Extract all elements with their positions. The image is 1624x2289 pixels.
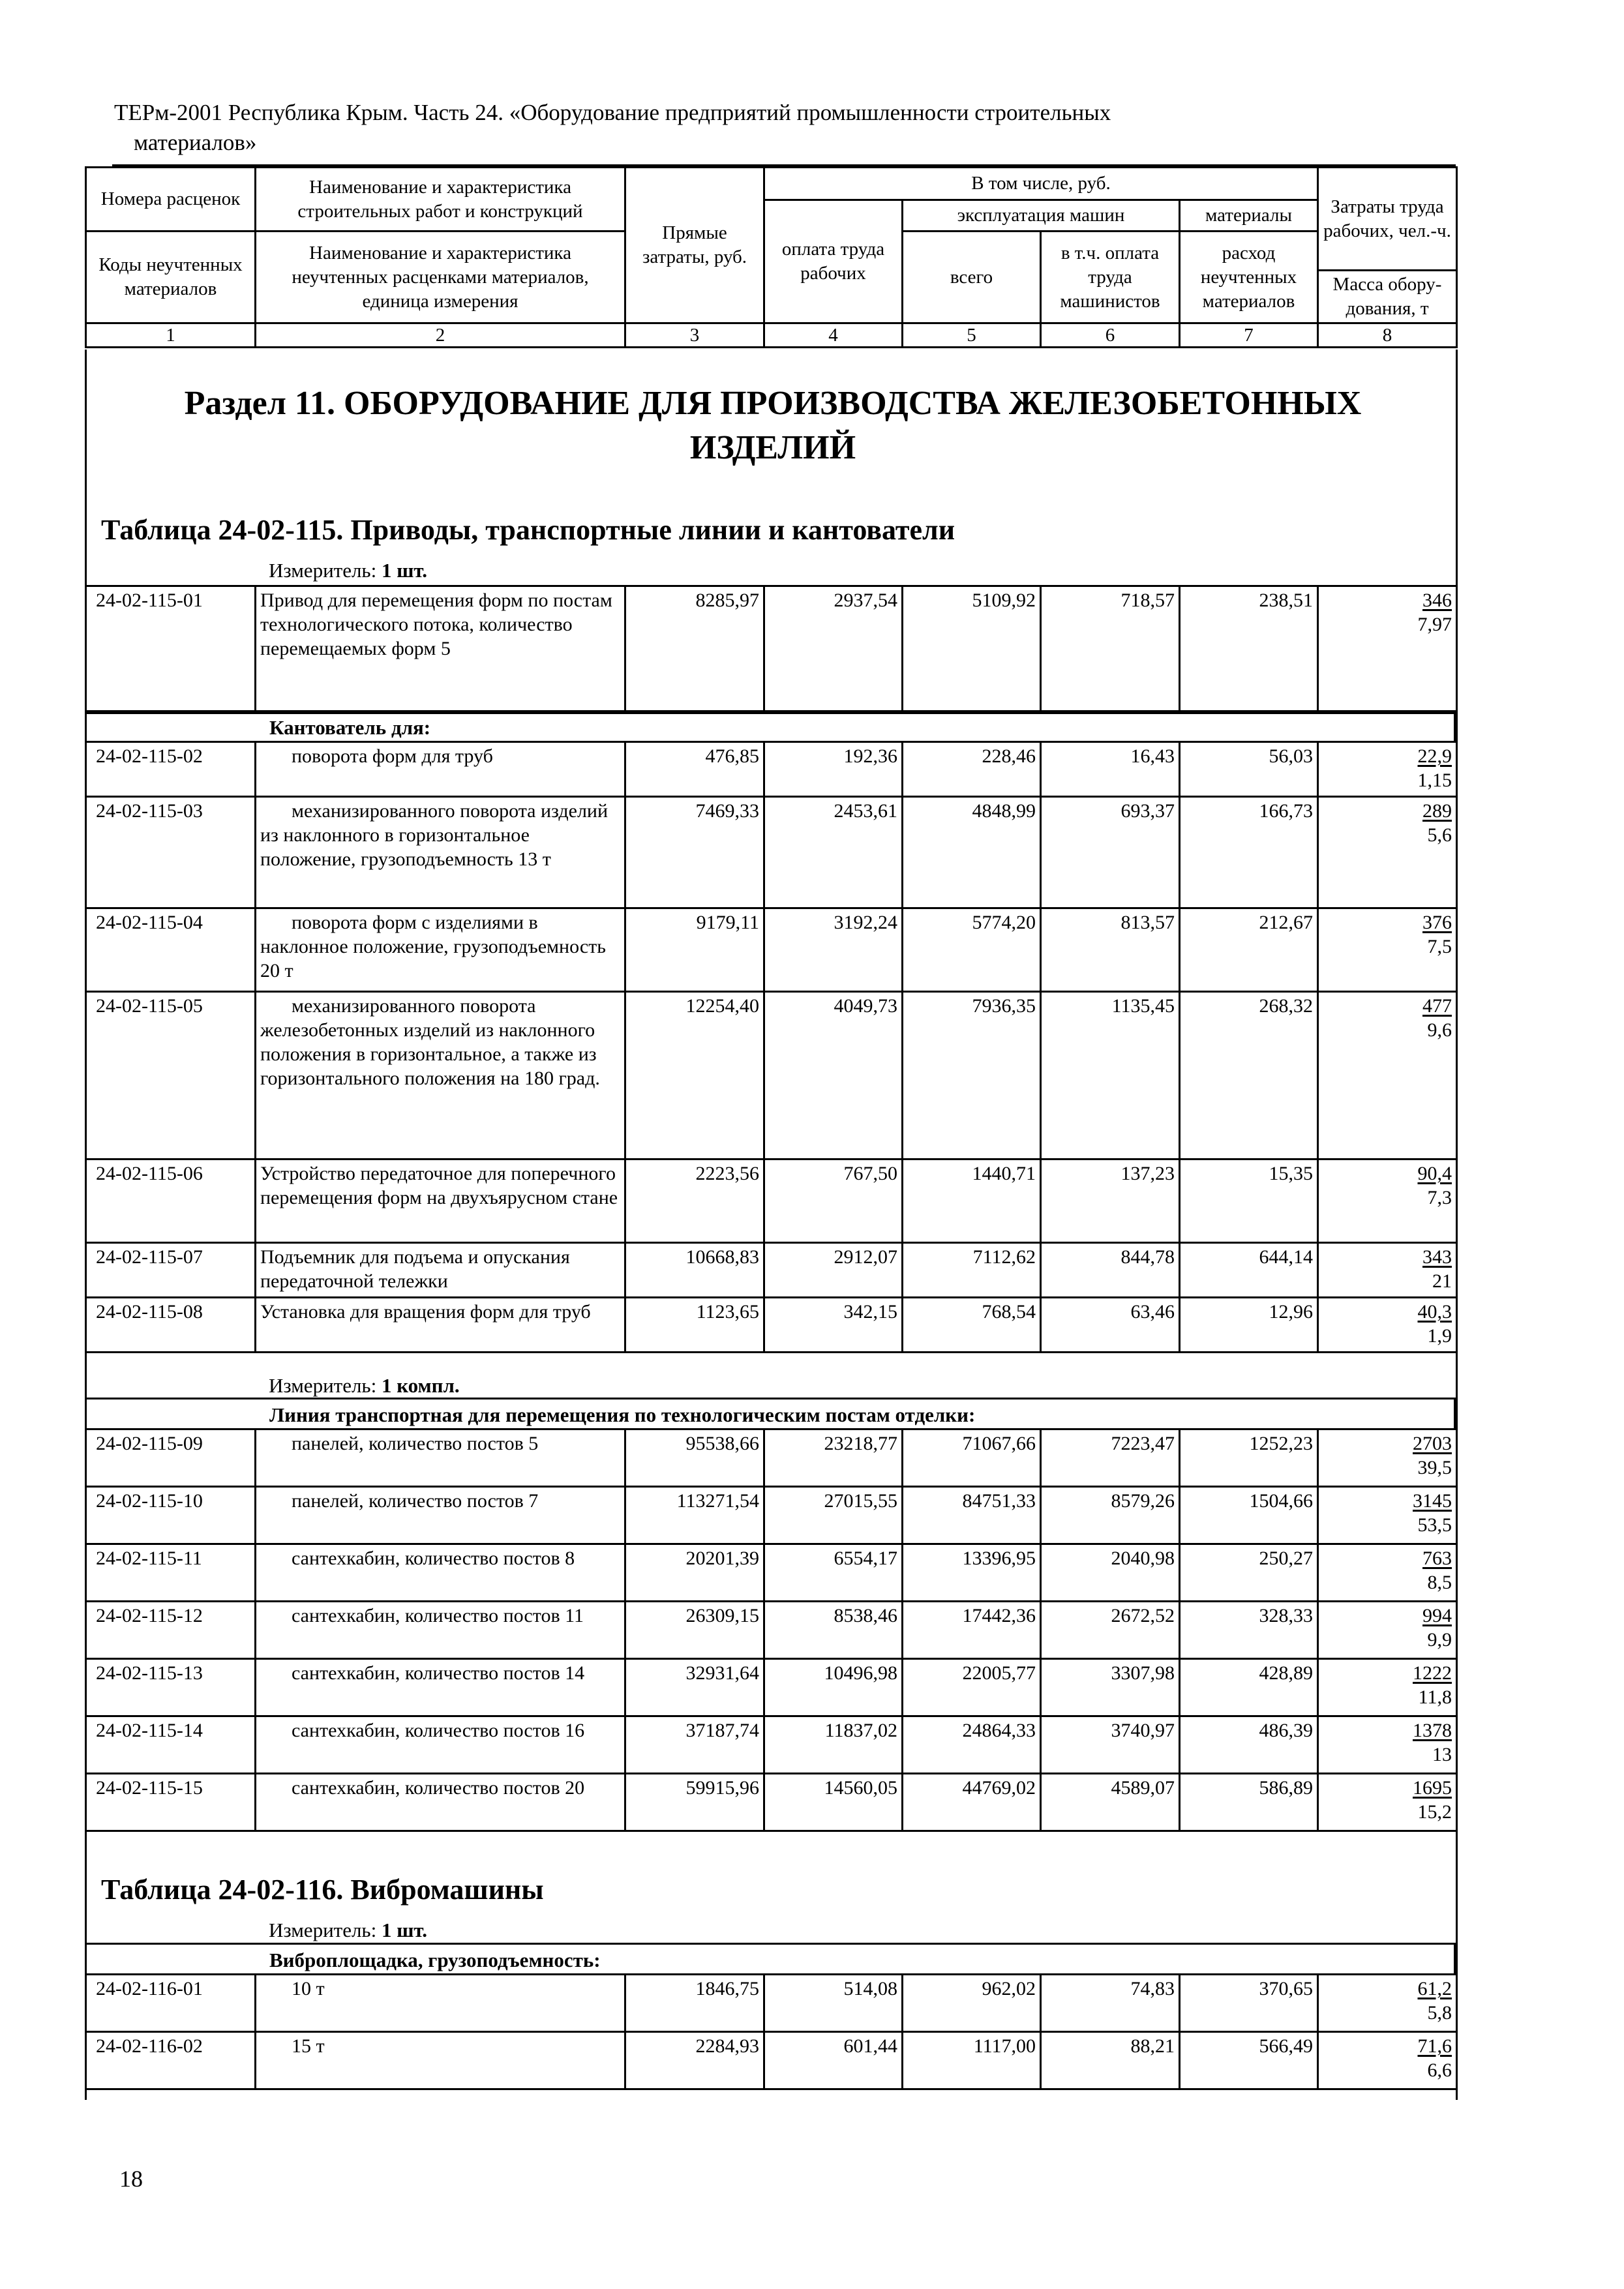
header-group-machines: эксплуатация машин	[903, 200, 1180, 232]
materials-costs: 586,89	[1180, 1774, 1318, 1831]
direct-costs: 476,85	[625, 742, 764, 797]
machinists-wages: 2672,52	[1041, 1602, 1180, 1659]
materials-costs: 486,39	[1180, 1716, 1318, 1774]
table-row	[86, 1659, 1457, 1716]
group-label: Кантователь для:	[269, 716, 431, 739]
labor-hours-mass	[1318, 1243, 1457, 1298]
direct-costs: 113271,54	[625, 1487, 764, 1544]
header-col6: в т.ч. оплата труда машинистов	[1041, 232, 1180, 323]
header-number-2: 2	[256, 323, 625, 348]
labor-hours: 22,9	[1417, 745, 1452, 767]
table-row	[86, 1429, 1457, 1487]
labor-hours-mass	[1318, 1159, 1457, 1243]
table-row	[86, 1159, 1457, 1243]
table-row	[86, 742, 1457, 797]
header-col8-top: Затраты труда рабочих, чел.-ч.	[1318, 168, 1457, 271]
header-number-3: 3	[625, 323, 764, 348]
machines-total: 84751,33	[903, 1487, 1041, 1544]
direct-costs: 12254,40	[625, 992, 764, 1159]
materials-costs: 56,03	[1180, 742, 1318, 797]
rate-code: 24-02-115-11	[86, 1544, 256, 1602]
machines-total: 962,02	[903, 1975, 1041, 2032]
labor-hours: 40,3	[1417, 1301, 1452, 1323]
labor-hours: 61,2	[1417, 1978, 1452, 1999]
direct-costs: 2223,56	[625, 1159, 764, 1243]
rate-name: сантехкабин, количество постов 20	[256, 1774, 625, 1831]
header-col5: всего	[903, 232, 1041, 323]
labor-wages: 3192,24	[764, 908, 903, 992]
direct-costs: 95538,66	[625, 1429, 764, 1487]
labor-hours: 1695	[1413, 1777, 1452, 1799]
header-col1-bottom: Коды неучтенных материалов	[86, 232, 256, 323]
labor-wages: 10496,98	[764, 1659, 903, 1716]
rate-code: 24-02-115-15	[86, 1774, 256, 1831]
labor-hours-mass	[1318, 1487, 1457, 1544]
machinists-wages: 8579,26	[1041, 1487, 1180, 1544]
equipment-mass: 9,9	[1427, 1629, 1452, 1651]
machines-total: 7936,35	[903, 992, 1041, 1159]
machines-total: 44769,02	[903, 1774, 1041, 1831]
rate-name: Устройство передаточное для поперечного перемещения форм на двухъярусном стане	[256, 1159, 625, 1243]
direct-costs: 59915,96	[625, 1774, 764, 1831]
section-title: Раздел 11. ОБОРУДОВАНИЕ ДЛЯ ПРОИЗВОДСТВА ЖЕЛЕЗОБЕТОННЫХ ИЗДЕЛИЙ	[184, 385, 1362, 466]
labor-hours: 90,4	[1417, 1163, 1452, 1184]
labor-hours-mass	[1318, 908, 1457, 992]
labor-hours: 71,6	[1417, 2035, 1452, 2057]
measure-label: Измеритель:	[269, 1919, 377, 1941]
machines-total: 768,54	[903, 1298, 1041, 1353]
measure-value: 1 шт.	[381, 559, 428, 582]
labor-hours-mass	[1318, 1298, 1457, 1353]
rate-name: Установка для вращения форм для труб	[256, 1298, 625, 1353]
equipment-mass: 7,5	[1427, 936, 1452, 957]
table-row	[86, 1975, 1457, 2032]
page-number: 18	[119, 2166, 143, 2192]
materials-costs: 370,65	[1180, 1975, 1318, 2032]
machinists-wages: 2040,98	[1041, 1544, 1180, 1602]
rates-table-116	[85, 1973, 1458, 2090]
rate-name: 15 т	[256, 2032, 625, 2089]
labor-hours: 994	[1422, 1605, 1452, 1626]
header-group-including: В том числе, руб.	[764, 168, 1318, 200]
materials-costs: 328,33	[1180, 1602, 1318, 1659]
materials-costs: 428,89	[1180, 1659, 1318, 1716]
rates-table-115-part2	[85, 741, 1458, 1353]
direct-costs: 7469,33	[625, 797, 764, 908]
measure-115	[269, 558, 427, 584]
rate-code: 24-02-115-04	[86, 908, 256, 992]
materials-costs: 1504,66	[1180, 1487, 1318, 1544]
labor-hours: 376	[1422, 912, 1452, 933]
rate-code: 24-02-115-03	[86, 797, 256, 908]
header-col2-bottom: Наименование и характеристика неучтенных расценками материалов, единица измерения	[256, 232, 625, 323]
direct-costs: 37187,74	[625, 1716, 764, 1774]
labor-hours: 289	[1422, 800, 1452, 822]
equipment-mass: 7,97	[1417, 614, 1452, 635]
machinists-wages: 718,57	[1041, 586, 1180, 713]
equipment-mass: 21	[1432, 1270, 1452, 1292]
labor-hours: 2703	[1413, 1433, 1452, 1454]
table-row	[86, 1243, 1457, 1298]
rate-code: 24-02-115-10	[86, 1487, 256, 1544]
equipment-mass: 1,15	[1417, 770, 1452, 791]
labor-wages: 2937,54	[764, 586, 903, 713]
labor-hours-mass	[1318, 1429, 1457, 1487]
rate-code: 24-02-115-07	[86, 1243, 256, 1298]
equipment-mass: 6,6	[1427, 2059, 1452, 2081]
rate-code: 24-02-115-02	[86, 742, 256, 797]
header-col3: Прямые затраты, руб.	[625, 168, 764, 323]
rate-code: 24-02-115-13	[86, 1659, 256, 1716]
equipment-mass: 5,6	[1427, 824, 1452, 846]
labor-wages: 601,44	[764, 2032, 903, 2089]
table-row	[86, 992, 1457, 1159]
machines-total: 1117,00	[903, 2032, 1041, 2089]
machines-total: 1440,71	[903, 1159, 1041, 1243]
materials-costs: 238,51	[1180, 586, 1318, 713]
direct-costs: 9179,11	[625, 908, 764, 992]
machines-total: 71067,66	[903, 1429, 1041, 1487]
group-row-vibro	[85, 1943, 1456, 1975]
direct-costs: 1846,75	[625, 1975, 764, 2032]
materials-costs: 166,73	[1180, 797, 1318, 908]
rates-table-115-part1	[85, 585, 1458, 714]
rate-name: сантехкабин, количество постов 11	[256, 1602, 625, 1659]
labor-hours-mass	[1318, 586, 1457, 713]
machinists-wages: 4589,07	[1041, 1774, 1180, 1831]
direct-costs: 20201,39	[625, 1544, 764, 1602]
machines-total: 7112,62	[903, 1243, 1041, 1298]
measure-116	[269, 1917, 427, 1943]
table-row	[86, 1602, 1457, 1659]
group-row-transport-line	[85, 1398, 1456, 1430]
rate-code: 24-02-115-12	[86, 1602, 256, 1659]
rate-name: 10 т	[256, 1975, 625, 2032]
group-label: Линия транспортная для перемещения по технологическим постам отделки:	[269, 1403, 976, 1426]
rate-code: 24-02-116-02	[86, 2032, 256, 2089]
labor-hours-mass	[1318, 2032, 1457, 2089]
measure-value: 1 шт.	[381, 1919, 428, 1941]
labor-hours-mass	[1318, 1602, 1457, 1659]
machinists-wages: 3740,97	[1041, 1716, 1180, 1774]
labor-hours-mass	[1318, 1716, 1457, 1774]
labor-wages: 11837,02	[764, 1716, 903, 1774]
machinists-wages: 16,43	[1041, 742, 1180, 797]
measure-value: 1 компл.	[381, 1374, 460, 1397]
header-number-1: 1	[86, 323, 256, 348]
group-row-kantovatel	[85, 710, 1456, 743]
equipment-mass: 13	[1432, 1744, 1452, 1765]
materials-costs: 212,67	[1180, 908, 1318, 992]
machines-total: 17442,36	[903, 1602, 1041, 1659]
direct-costs: 32931,64	[625, 1659, 764, 1716]
labor-hours-mass	[1318, 797, 1457, 908]
rate-name: сантехкабин, количество постов 16	[256, 1716, 625, 1774]
labor-wages: 514,08	[764, 1975, 903, 2032]
machinists-wages: 137,23	[1041, 1159, 1180, 1243]
machinists-wages: 3307,98	[1041, 1659, 1180, 1716]
table-row	[86, 1544, 1457, 1602]
rate-name: панелей, количество постов 5	[256, 1429, 625, 1487]
rate-name: поворота форм с изделиями в наклонное положение, грузоподъемность 20 т	[256, 908, 625, 992]
materials-costs: 644,14	[1180, 1243, 1318, 1298]
machines-total: 5109,92	[903, 586, 1041, 713]
table-row	[86, 2032, 1457, 2089]
labor-wages: 192,36	[764, 742, 903, 797]
table-title-115: Таблица 24-02-115. Приводы, транспортные линии и кантователи	[101, 514, 955, 546]
equipment-mass: 15,2	[1417, 1801, 1452, 1823]
equipment-mass: 1,9	[1427, 1325, 1452, 1347]
labor-wages: 14560,05	[764, 1774, 903, 1831]
equipment-mass: 53,5	[1417, 1514, 1452, 1536]
header-col2-top: Наименование и характеристика строительных работ и конструкций	[256, 168, 625, 232]
labor-wages: 342,15	[764, 1298, 903, 1353]
materials-costs: 250,27	[1180, 1544, 1318, 1602]
labor-hours-mass	[1318, 1774, 1457, 1831]
equipment-mass: 9,6	[1427, 1019, 1452, 1041]
machinists-wages: 74,83	[1041, 1975, 1180, 2032]
header-number-5: 5	[903, 323, 1041, 348]
table-row	[86, 586, 1457, 713]
equipment-mass: 8,5	[1427, 1572, 1452, 1593]
machinists-wages: 63,46	[1041, 1298, 1180, 1353]
table-row	[86, 1774, 1457, 1831]
table-row	[86, 908, 1457, 992]
measure-label: Измеритель:	[269, 559, 377, 582]
rate-name: Подъемник для подъема и опускания передаточной тележки	[256, 1243, 625, 1298]
header-number-4: 4	[764, 323, 903, 348]
table-row	[86, 1716, 1457, 1774]
equipment-mass: 5,8	[1427, 2002, 1452, 2024]
materials-costs: 566,49	[1180, 2032, 1318, 2089]
header-col1-top: Номера расценок	[86, 168, 256, 232]
measure-115-set	[269, 1373, 460, 1399]
materials-costs: 268,32	[1180, 992, 1318, 1159]
machines-total: 4848,99	[903, 797, 1041, 908]
machinists-wages: 844,78	[1041, 1243, 1180, 1298]
labor-hours: 1222	[1413, 1662, 1452, 1684]
labor-hours: 763	[1422, 1548, 1452, 1569]
materials-costs: 15,35	[1180, 1159, 1318, 1243]
rates-table-115-part3	[85, 1428, 1458, 1832]
machines-total: 24864,33	[903, 1716, 1041, 1774]
labor-wages: 8538,46	[764, 1602, 903, 1659]
direct-costs: 1123,65	[625, 1298, 764, 1353]
machines-total: 13396,95	[903, 1544, 1041, 1602]
document-header	[114, 98, 1419, 158]
labor-wages: 2453,61	[764, 797, 903, 908]
header-number-7: 7	[1180, 323, 1318, 348]
measure-label: Измеритель:	[269, 1374, 377, 1397]
labor-hours: 346	[1422, 590, 1452, 611]
labor-wages: 2912,07	[764, 1243, 903, 1298]
labor-hours: 1378	[1413, 1720, 1452, 1741]
equipment-mass: 7,3	[1427, 1187, 1452, 1208]
header-line-1: ТЕРм-2001 Республика Крым. Часть 24. «Оборудование предприятий промышленности строительных	[114, 100, 1111, 125]
machines-total: 228,46	[903, 742, 1041, 797]
rate-name: сантехкабин, количество постов 8	[256, 1544, 625, 1602]
table-row	[86, 1298, 1457, 1353]
header-number-8: 8	[1318, 323, 1457, 348]
rate-code: 24-02-115-06	[86, 1159, 256, 1243]
header-col8-bottom: Масса обору-дования, т	[1318, 271, 1457, 323]
labor-hours-mass	[1318, 1975, 1457, 2032]
header-col4: оплата труда рабочих	[764, 200, 903, 323]
labor-hours-mass	[1318, 992, 1457, 1159]
rate-code: 24-02-115-08	[86, 1298, 256, 1353]
rate-code: 24-02-115-01	[86, 586, 256, 713]
labor-wages: 6554,17	[764, 1544, 903, 1602]
direct-costs: 10668,83	[625, 1243, 764, 1298]
rate-name: панелей, количество постов 7	[256, 1487, 625, 1544]
labor-wages: 767,50	[764, 1159, 903, 1243]
rate-name: механизированного поворота изделий из наклонного в горизонтальное положение, грузоподъемность 13 т	[256, 797, 625, 908]
machinists-wages: 7223,47	[1041, 1429, 1180, 1487]
rate-name: Привод для перемещения форм по постам технологического потока, количество перемещаемых форм 5	[256, 586, 625, 713]
labor-hours-mass	[1318, 742, 1457, 797]
header-group-materials: материалы	[1180, 200, 1318, 232]
table-title-116: Таблица 24-02-116. Вибромашины	[101, 1874, 544, 1906]
rate-code: 24-02-115-14	[86, 1716, 256, 1774]
machinists-wages: 693,37	[1041, 797, 1180, 908]
labor-wages: 4049,73	[764, 992, 903, 1159]
direct-costs: 2284,93	[625, 2032, 764, 2089]
direct-costs: 26309,15	[625, 1602, 764, 1659]
table-row	[86, 797, 1457, 908]
machinists-wages: 813,57	[1041, 908, 1180, 992]
rate-code: 24-02-115-09	[86, 1429, 256, 1487]
labor-wages: 27015,55	[764, 1487, 903, 1544]
rate-name: поворота форм для труб	[256, 742, 625, 797]
direct-costs: 8285,97	[625, 586, 764, 713]
equipment-mass: 11,8	[1418, 1686, 1452, 1708]
labor-hours-mass	[1318, 1544, 1457, 1602]
rate-name: сантехкабин, количество постов 14	[256, 1659, 625, 1716]
machinists-wages: 1135,45	[1041, 992, 1180, 1159]
equipment-mass: 39,5	[1417, 1457, 1452, 1478]
labor-hours-mass	[1318, 1659, 1457, 1716]
labor-hours: 477	[1422, 995, 1452, 1017]
materials-costs: 12,96	[1180, 1298, 1318, 1353]
rate-name: механизированного поворота железобетонных изделий из наклонного положения в горизонтальное, а также из горизонтального положения на 180 град.	[256, 992, 625, 1159]
table-row	[86, 1487, 1457, 1544]
machines-total: 22005,77	[903, 1659, 1041, 1716]
materials-costs: 1252,23	[1180, 1429, 1318, 1487]
group-label: Виброплощадка, грузоподъемность:	[269, 1949, 601, 1971]
machines-total: 5774,20	[903, 908, 1041, 992]
labor-hours: 343	[1422, 1246, 1452, 1268]
header-col7: расход неучтенных материалов	[1180, 232, 1318, 323]
column-header-table	[85, 166, 1458, 348]
machinists-wages: 88,21	[1041, 2032, 1180, 2089]
header-number-6: 6	[1041, 323, 1180, 348]
header-line-2: материалов»	[134, 130, 257, 155]
labor-hours: 3145	[1413, 1490, 1452, 1512]
rate-code: 24-02-115-05	[86, 992, 256, 1159]
labor-wages: 23218,77	[764, 1429, 903, 1487]
rate-code: 24-02-116-01	[86, 1975, 256, 2032]
